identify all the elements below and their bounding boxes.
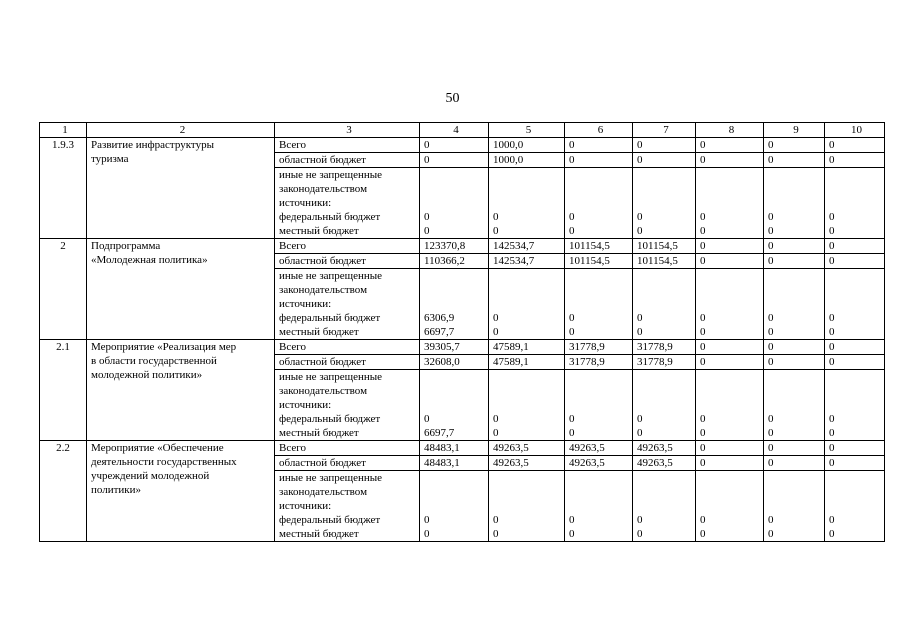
value-cell: 101154,5 <box>633 254 696 269</box>
federal-value: 0 <box>569 514 575 526</box>
value-cell: 0 <box>696 254 764 269</box>
source-label-other <box>275 168 420 239</box>
page-number: 50 <box>445 91 460 106</box>
value-cell-stack <box>420 471 489 542</box>
value-cell: 123370,8 <box>420 239 489 254</box>
value-cell-stack <box>633 269 696 340</box>
value-cell: 0 <box>764 153 825 168</box>
value-cell: 49263,5 <box>489 456 565 471</box>
section-name-line: «Молодежная политика» <box>91 254 208 266</box>
value-cell: 101154,5 <box>565 239 633 254</box>
source-label-total: Всего <box>275 138 420 153</box>
table-row <box>40 138 885 153</box>
section-name-line: учреждений молодежной <box>91 470 210 482</box>
section-name <box>87 239 275 340</box>
local-value: 0 <box>637 225 643 237</box>
local-value: 0 <box>569 427 575 439</box>
value-cell: 32608,0 <box>420 355 489 370</box>
local-value: 0 <box>569 528 575 540</box>
value-cell: 0 <box>633 153 696 168</box>
column-header: 10 <box>825 123 885 138</box>
value-cell: 48483,1 <box>420 456 489 471</box>
value-cell: 0 <box>825 239 885 254</box>
value-cell: 48483,1 <box>420 441 489 456</box>
value-cell-stack <box>633 471 696 542</box>
federal-value: 0 <box>569 413 575 425</box>
local-value: 0 <box>493 528 499 540</box>
value-cell: 47589,1 <box>489 355 565 370</box>
federal-value: 0 <box>768 211 774 223</box>
section-name-line: Мероприятие «Реализация мер <box>91 341 237 353</box>
value-cell: 0 <box>825 456 885 471</box>
value-cell-stack <box>489 370 565 441</box>
value-cell-stack <box>489 269 565 340</box>
federal-value: 0 <box>424 413 430 425</box>
federal-value: 0 <box>637 312 643 324</box>
section-code: 1.9.3 <box>40 138 87 239</box>
value-cell-stack <box>696 471 764 542</box>
value-cell: 0 <box>825 254 885 269</box>
source-label-other <box>275 269 420 340</box>
value-cell: 0 <box>565 153 633 168</box>
source-label-local: местный бюджет <box>279 528 359 540</box>
source-label-federal: федеральный бюджет <box>279 211 381 223</box>
value-cell: 142534,7 <box>489 239 565 254</box>
value-cell-stack <box>565 370 633 441</box>
federal-value: 0 <box>700 312 706 324</box>
value-cell: 0 <box>764 456 825 471</box>
source-label-other <box>275 471 420 542</box>
value-cell: 39305,7 <box>420 340 489 355</box>
local-value: 0 <box>569 225 575 237</box>
table-header-row <box>40 123 885 138</box>
federal-value: 0 <box>569 211 575 223</box>
local-value: 0 <box>569 326 575 338</box>
value-cell: 101154,5 <box>565 254 633 269</box>
section-name-line: в области государственной <box>91 355 217 367</box>
value-cell: 0 <box>633 138 696 153</box>
source-label-local: местный бюджет <box>279 326 359 338</box>
value-cell: 49263,5 <box>565 456 633 471</box>
federal-value: 0 <box>424 514 430 526</box>
source-label-local: местный бюджет <box>279 427 359 439</box>
local-value: 0 <box>700 326 706 338</box>
value-cell: 1000,0 <box>489 138 565 153</box>
other-sources-line: иные не запрещенные <box>279 371 383 383</box>
local-value: 0 <box>700 225 706 237</box>
section-name <box>87 441 275 542</box>
value-cell-stack <box>633 168 696 239</box>
source-label-federal: федеральный бюджет <box>279 514 381 526</box>
value-cell: 142534,7 <box>489 254 565 269</box>
federal-value: 0 <box>424 211 430 223</box>
column-header: 5 <box>489 123 565 138</box>
value-cell: 49263,5 <box>489 441 565 456</box>
value-cell: 1000,0 <box>489 153 565 168</box>
local-value: 0 <box>637 528 643 540</box>
table-row <box>40 441 885 456</box>
value-cell: 0 <box>825 355 885 370</box>
local-value: 0 <box>829 528 835 540</box>
column-header: 6 <box>565 123 633 138</box>
value-cell: 0 <box>696 153 764 168</box>
local-value: 0 <box>700 427 706 439</box>
section-code: 2.1 <box>40 340 87 441</box>
value-cell: 0 <box>696 355 764 370</box>
local-value: 0 <box>637 427 643 439</box>
value-cell: 101154,5 <box>633 239 696 254</box>
value-cell-stack <box>696 269 764 340</box>
federal-value: 0 <box>493 413 499 425</box>
value-cell-stack <box>489 471 565 542</box>
local-value: 0 <box>768 225 774 237</box>
other-sources-line: иные не запрещенные <box>279 169 383 181</box>
local-value: 0 <box>829 427 835 439</box>
other-sources-line: источники: <box>279 298 332 310</box>
local-value: 0 <box>493 427 499 439</box>
value-cell-stack <box>825 471 885 542</box>
value-cell: 31778,9 <box>565 340 633 355</box>
value-cell: 0 <box>696 138 764 153</box>
section-name-line: Мероприятие «Обеспечение <box>91 442 224 454</box>
value-cell-stack <box>696 370 764 441</box>
federal-value: 0 <box>768 514 774 526</box>
section-name-line: политики» <box>91 484 142 496</box>
section-name <box>87 340 275 441</box>
federal-value: 0 <box>829 211 835 223</box>
section-name-line: Подпрограмма <box>91 240 161 252</box>
value-cell: 31778,9 <box>565 355 633 370</box>
value-cell: 49263,5 <box>565 441 633 456</box>
section-code: 2.2 <box>40 441 87 542</box>
value-cell: 31778,9 <box>633 340 696 355</box>
source-label-total: Всего <box>275 239 420 254</box>
local-value: 6697,7 <box>424 427 455 439</box>
source-label-total: Всего <box>275 340 420 355</box>
other-sources-line: иные не запрещенные <box>279 270 383 282</box>
local-value: 0 <box>637 326 643 338</box>
other-sources-line: иные не запрещенные <box>279 472 383 484</box>
source-label-local: местный бюджет <box>279 225 359 237</box>
section-name-line: туризма <box>91 153 129 165</box>
other-sources-line: источники: <box>279 399 332 411</box>
value-cell-stack <box>565 168 633 239</box>
value-cell-stack <box>420 168 489 239</box>
other-sources-line: законодательством <box>279 183 368 195</box>
value-cell: 0 <box>696 441 764 456</box>
federal-value: 0 <box>700 514 706 526</box>
federal-value: 0 <box>493 514 499 526</box>
local-value: 6697,7 <box>424 326 455 338</box>
federal-value: 0 <box>637 211 643 223</box>
other-sources-line: законодательством <box>279 284 368 296</box>
value-cell: 0 <box>565 138 633 153</box>
local-value: 0 <box>768 528 774 540</box>
column-header: 8 <box>696 123 764 138</box>
value-cell: 0 <box>696 340 764 355</box>
local-value: 0 <box>768 427 774 439</box>
federal-value: 0 <box>493 312 499 324</box>
table-row <box>40 340 885 355</box>
source-label-regional: областной бюджет <box>275 153 420 168</box>
value-cell-stack <box>764 269 825 340</box>
local-value: 0 <box>424 528 430 540</box>
value-cell: 0 <box>696 456 764 471</box>
section-name <box>87 138 275 239</box>
federal-value: 6306,9 <box>424 312 455 324</box>
value-cell-stack <box>565 269 633 340</box>
column-header: 7 <box>633 123 696 138</box>
other-sources-line: законодательством <box>279 486 368 498</box>
value-cell: 0 <box>764 254 825 269</box>
source-label-federal: федеральный бюджет <box>279 312 381 324</box>
section-name-line: молодежной политики» <box>91 369 203 381</box>
federal-value: 0 <box>768 312 774 324</box>
value-cell: 49263,5 <box>633 441 696 456</box>
value-cell: 0 <box>764 441 825 456</box>
value-cell-stack <box>764 370 825 441</box>
value-cell: 0 <box>420 153 489 168</box>
value-cell-stack <box>420 269 489 340</box>
source-label-total: Всего <box>275 441 420 456</box>
section-code: 2 <box>40 239 87 340</box>
value-cell-stack <box>825 168 885 239</box>
section-name-line: деятельности государственных <box>91 456 237 468</box>
value-cell: 0 <box>764 340 825 355</box>
value-cell: 0 <box>764 239 825 254</box>
value-cell: 110366,2 <box>420 254 489 269</box>
federal-value: 0 <box>493 211 499 223</box>
value-cell-stack <box>764 168 825 239</box>
other-sources-line: источники: <box>279 197 332 209</box>
column-header: 9 <box>764 123 825 138</box>
value-cell: 0 <box>825 138 885 153</box>
value-cell-stack <box>565 471 633 542</box>
local-value: 0 <box>424 225 430 237</box>
other-sources-line: законодательством <box>279 385 368 397</box>
value-cell-stack <box>825 370 885 441</box>
section-name-line: Развитие инфраструктуры <box>91 139 214 151</box>
value-cell: 0 <box>825 153 885 168</box>
local-value: 0 <box>493 326 499 338</box>
local-value: 0 <box>829 326 835 338</box>
value-cell-stack <box>696 168 764 239</box>
federal-value: 0 <box>700 211 706 223</box>
value-cell: 0 <box>764 355 825 370</box>
federal-value: 0 <box>768 413 774 425</box>
source-label-regional: областной бюджет <box>275 355 420 370</box>
federal-value: 0 <box>700 413 706 425</box>
column-header: 2 <box>87 123 275 138</box>
federal-value: 0 <box>829 514 835 526</box>
local-value: 0 <box>700 528 706 540</box>
value-cell: 0 <box>420 138 489 153</box>
federal-value: 0 <box>569 312 575 324</box>
budget-table <box>39 122 885 542</box>
value-cell: 0 <box>696 239 764 254</box>
local-value: 0 <box>768 326 774 338</box>
value-cell: 47589,1 <box>489 340 565 355</box>
source-label-federal: федеральный бюджет <box>279 413 381 425</box>
column-header: 3 <box>275 123 420 138</box>
value-cell-stack <box>825 269 885 340</box>
federal-value: 0 <box>829 312 835 324</box>
federal-value: 0 <box>829 413 835 425</box>
column-header: 4 <box>420 123 489 138</box>
value-cell-stack <box>489 168 565 239</box>
value-cell: 0 <box>764 138 825 153</box>
column-header: 1 <box>40 123 87 138</box>
local-value: 0 <box>493 225 499 237</box>
federal-value: 0 <box>637 514 643 526</box>
value-cell: 0 <box>825 340 885 355</box>
source-label-regional: областной бюджет <box>275 456 420 471</box>
value-cell: 0 <box>825 441 885 456</box>
value-cell-stack <box>420 370 489 441</box>
value-cell-stack <box>764 471 825 542</box>
source-label-regional: областной бюджет <box>275 254 420 269</box>
other-sources-line: источники: <box>279 500 332 512</box>
local-value: 0 <box>829 225 835 237</box>
source-label-other <box>275 370 420 441</box>
value-cell: 31778,9 <box>633 355 696 370</box>
table-row <box>40 239 885 254</box>
value-cell: 49263,5 <box>633 456 696 471</box>
federal-value: 0 <box>637 413 643 425</box>
value-cell-stack <box>633 370 696 441</box>
